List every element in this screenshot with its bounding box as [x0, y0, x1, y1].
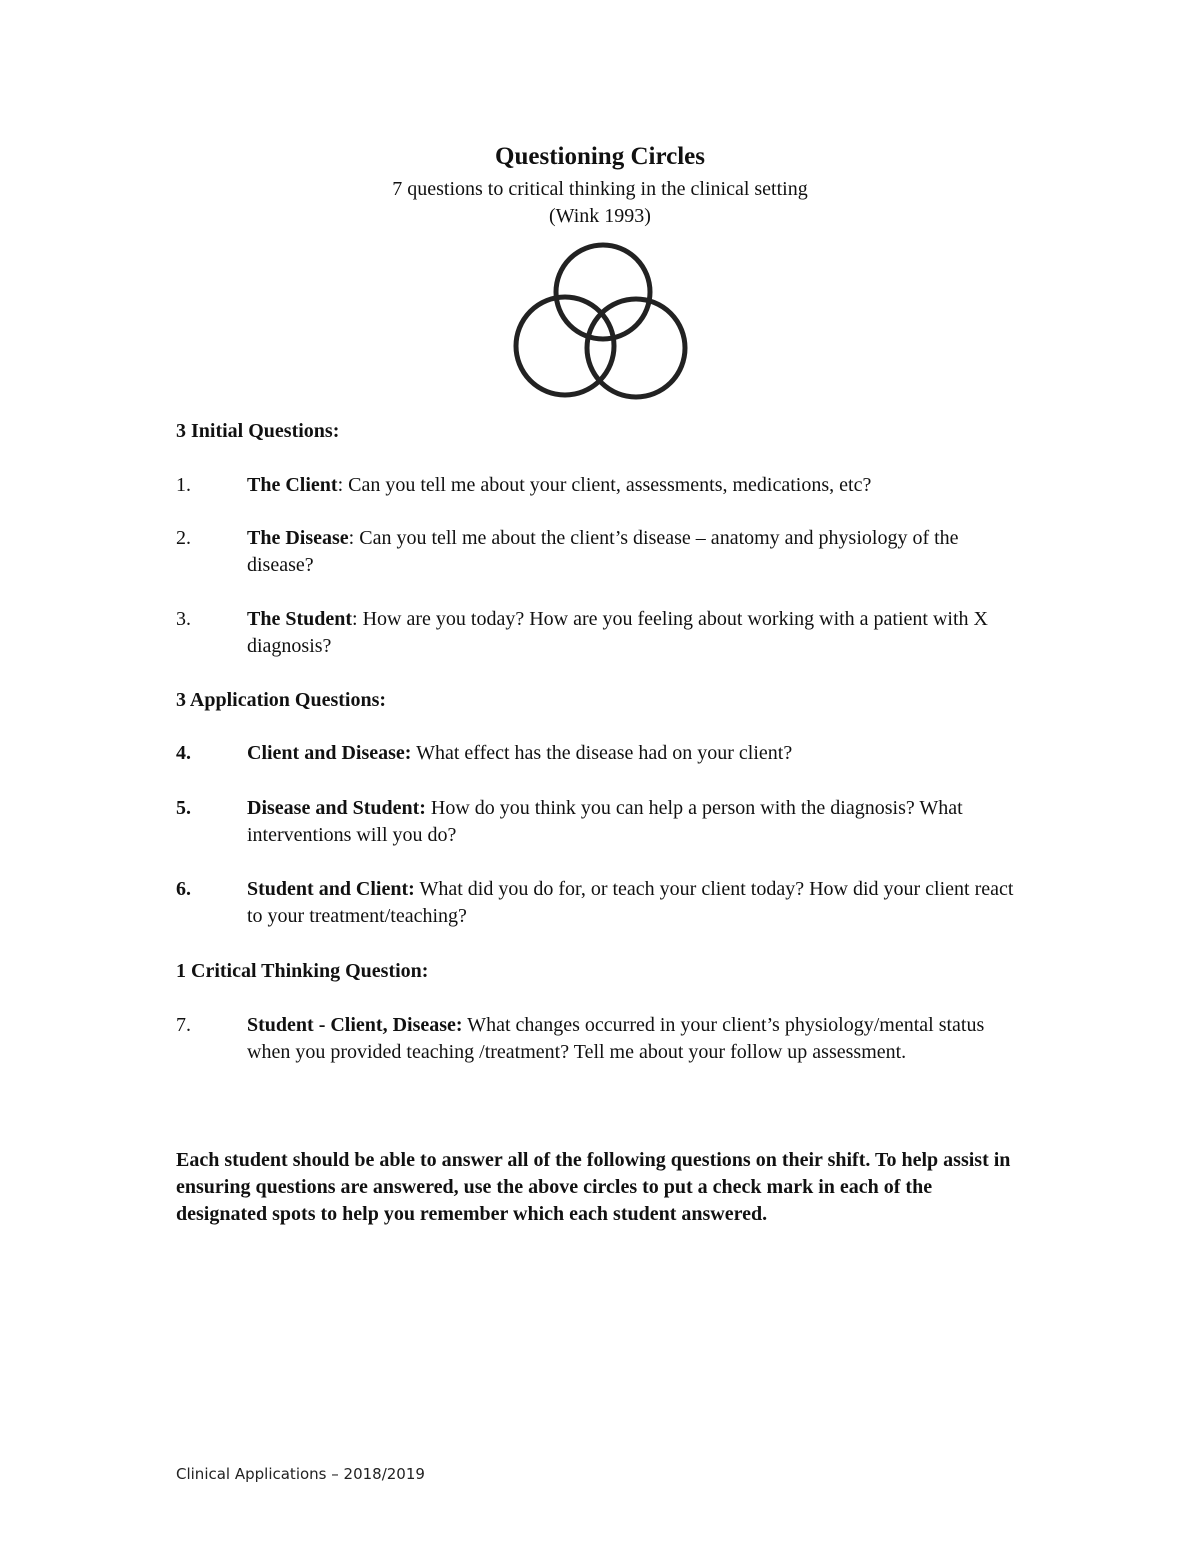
- question-number: 2.: [176, 527, 191, 549]
- question-label: The Student: [247, 608, 353, 630]
- question-item: [176, 1012, 1026, 1066]
- question-item: [176, 472, 1026, 499]
- question-number: 5.: [176, 797, 191, 819]
- three-interlocking-circles-icon: [510, 240, 692, 406]
- page-title: Questioning Circles: [495, 143, 705, 170]
- question-text: : How are you today? How are you feeling about working with a patient with X diagnosis?: [247, 608, 988, 657]
- question-label: Student and Client:: [247, 878, 415, 900]
- question-label: Student - Client, Disease:: [247, 1014, 463, 1036]
- question-item: [176, 740, 1026, 767]
- page-subtitle: 7 questions to critical thinking in the clinical setting: [392, 178, 808, 200]
- question-text: What effect has the disease had on your client?: [411, 742, 793, 764]
- question-label: The Client: [247, 474, 338, 496]
- right-circle: [587, 299, 685, 397]
- question-text: : Can you tell me about the client’s disease – anatomy and physiology of the disease?: [247, 527, 959, 576]
- question-label: Client and Disease:: [247, 742, 412, 764]
- question-label: The Disease: [247, 527, 349, 549]
- question-number: 4.: [176, 742, 191, 764]
- section-heading-critical: 1 Critical Thinking Question:: [176, 960, 429, 982]
- question-text: What changes occurred in your client’s physiology/mental status when you provided teaching /treatment? Tell me about your follow up assessment.: [247, 1014, 985, 1063]
- section-heading-application: 3 Application Questions:: [176, 689, 387, 711]
- question-number: 6.: [176, 878, 191, 900]
- question-item: [176, 525, 1026, 579]
- question-number: 1.: [176, 474, 191, 496]
- question-text: What did you do for, or teach your client today? How did your client react to your treatment/teaching?: [247, 878, 1014, 927]
- question-item: [176, 795, 1026, 849]
- question-item: [176, 876, 1026, 930]
- section-heading-initial: 3 Initial Questions:: [176, 420, 340, 442]
- question-text: How do you think you can help a person with the diagnosis? What interventions will you do?: [247, 797, 963, 846]
- question-number: 7.: [176, 1014, 191, 1036]
- page-footer: Clinical Applications – 2018/2019: [176, 1465, 425, 1483]
- top-circle: [556, 245, 650, 339]
- question-number: 3.: [176, 608, 191, 630]
- question-label: Disease and Student:: [247, 797, 426, 819]
- question-text: : Can you tell me about your client, assessments, medications, etc?: [337, 474, 872, 496]
- instruction-note: Each student should be able to answer all of the following questions on their shift. To help assist in ensuring questions are answered, use the above circles to put a check mark in each of the designated spots to help you remember which each student answered.: [176, 1149, 1011, 1225]
- question-item: [176, 606, 1026, 660]
- citation: (Wink 1993): [549, 205, 651, 227]
